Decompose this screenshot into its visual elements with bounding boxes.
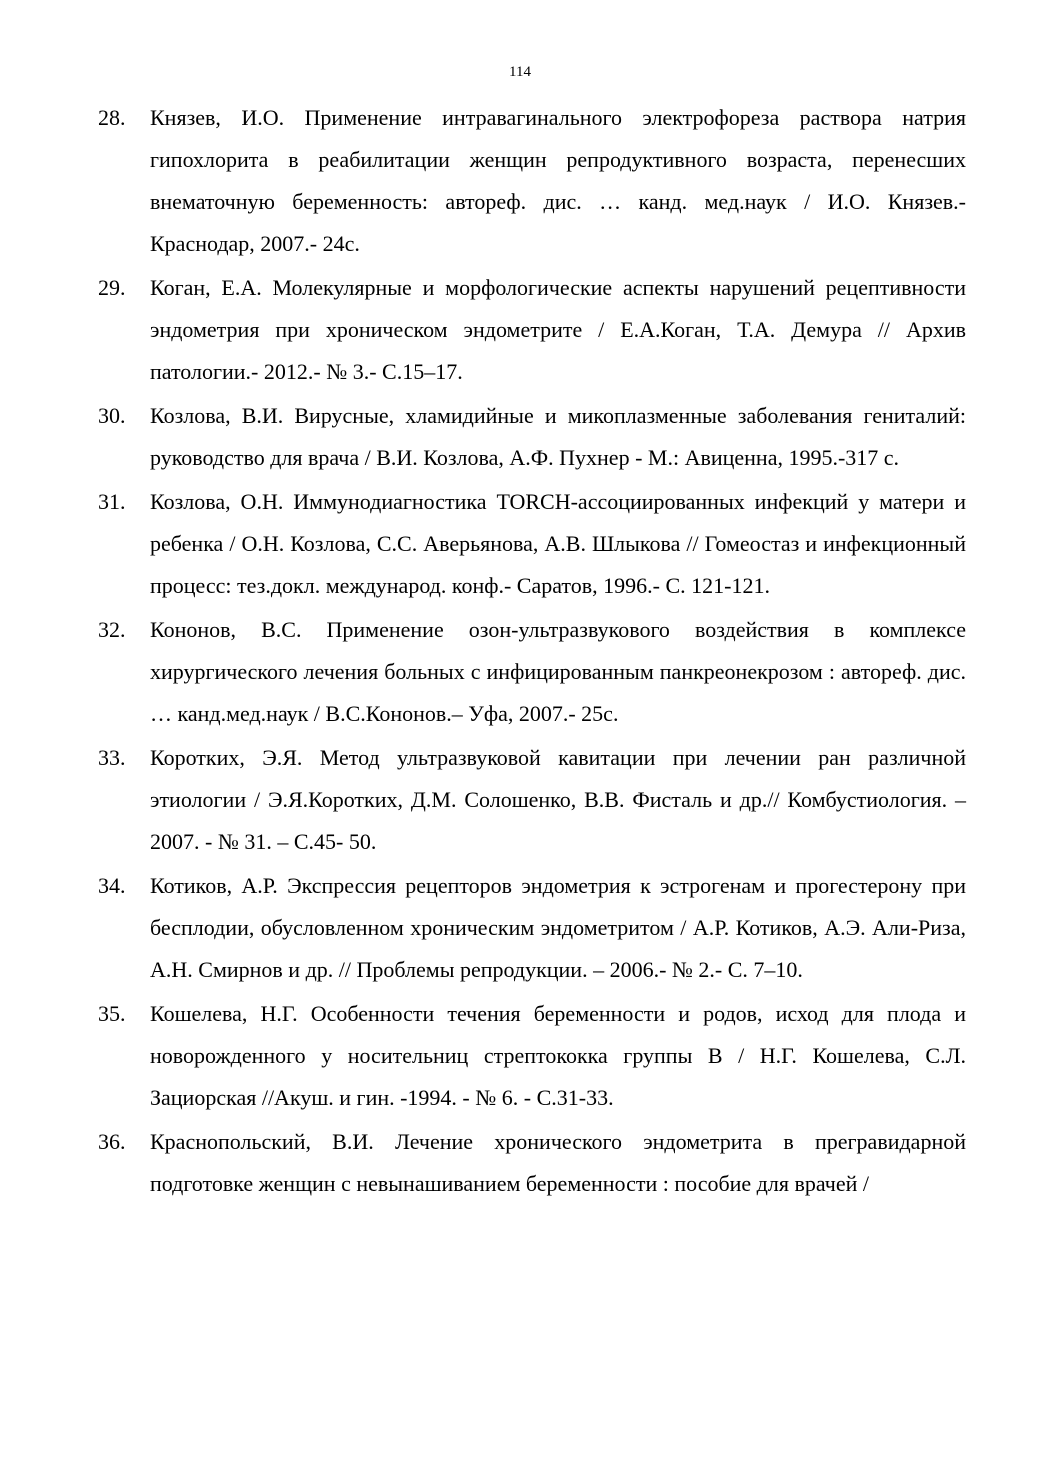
reference-text: Кошелева, Н.Г. Особенности течения беременности и родов, исход для плода и новорожденного у носительниц стрептококка группы В / Н.Г. Кошелева, С.Л. Зациорская //Акуш. и гин. -1994. - № 6. - С.31-33. — [150, 1001, 966, 1110]
page-number: 114 — [509, 64, 531, 80]
reference-item — [98, 97, 966, 265]
reference-text: Котиков, А.Р. Экспрессия рецепторов эндометрия к эстрогенам и прогестерону при бесплодии, обусловленном хроническим эндометритом / А.Р. Котиков, А.Э. Али-Риза, А.Н. Смирнов и др. // Проблемы репродукции. – 2006.- № 2.- С. 7–10. — [150, 873, 966, 982]
reference-number: 32. — [98, 617, 126, 642]
reference-item — [98, 481, 966, 607]
reference-text: Князев, И.О. Применение интравагинального электрофореза раствора натрия гипохлорита в реабилитации женщин репродуктивного возраста, перенесших внематочную беременность: автореф. дис. … канд. мед.наук / И.О. Князев.- Краснодар, 2007.- 24с. — [150, 105, 966, 256]
reference-number: 29. — [98, 275, 126, 300]
reference-item — [98, 737, 966, 863]
reference-item — [98, 865, 966, 991]
reference-number: 35. — [98, 1001, 126, 1026]
reference-item — [98, 395, 966, 479]
reference-item — [98, 993, 966, 1119]
reference-item — [98, 267, 966, 393]
reference-number: 28. — [98, 105, 126, 130]
reference-list — [98, 97, 966, 1207]
reference-text: Козлова, О.Н. Иммунодиагностика TORCH-ассоциированных инфекций у матери и ребенка / О.Н. Козлова, С.С. Аверьянова, А.В. Шлыкова // Гомеостаз и инфекционный процесс: тез.докл. международ. конф.- Саратов, 1996.- С. 121-121. — [150, 489, 966, 598]
reference-text: Коган, Е.А. Молекулярные и морфологические аспекты нарушений рецептивности эндометрия при хроническом эндометрите / Е.А.Коган, Т.А. Демура // Архив патологии.- 2012.- № 3.- С.15–17. — [150, 275, 966, 384]
reference-number: 30. — [98, 403, 126, 428]
reference-number: 34. — [98, 873, 126, 898]
reference-item — [98, 609, 966, 735]
reference-number: 36. — [98, 1129, 126, 1154]
reference-number: 33. — [98, 745, 126, 770]
reference-number: 31. — [98, 489, 126, 514]
reference-text: Коротких, Э.Я. Метод ультразвуковой кавитации при лечении ран различной этиологии / Э.Я.Коротких, Д.М. Солошенко, В.В. Фисталь и др.// Комбустиология. – 2007. - № 31. – С.45- 50. — [150, 745, 966, 854]
reference-text: Кононов, В.С. Применение озон-ультразвукового воздействия в комплексе хирургического лечения больных с инфицированным панкреонекрозом : автореф. дис. … канд.мед.наук / В.С.Кононов.– Уфа, 2007.- 25с. — [150, 617, 966, 726]
reference-item — [98, 1121, 966, 1205]
reference-text: Козлова, В.И. Вирусные, хламидийные и микоплазменные заболевания гениталий: руководство для врача / В.И. Козлова, А.Ф. Пухнер - М.: Авиценна, 1995.-317 с. — [150, 403, 966, 470]
reference-text: Краснопольский, В.И. Лечение хронического эндометрита в прегравидарной подготовке женщин с невынашиванием беременности : пособие для врачей / — [150, 1129, 966, 1196]
